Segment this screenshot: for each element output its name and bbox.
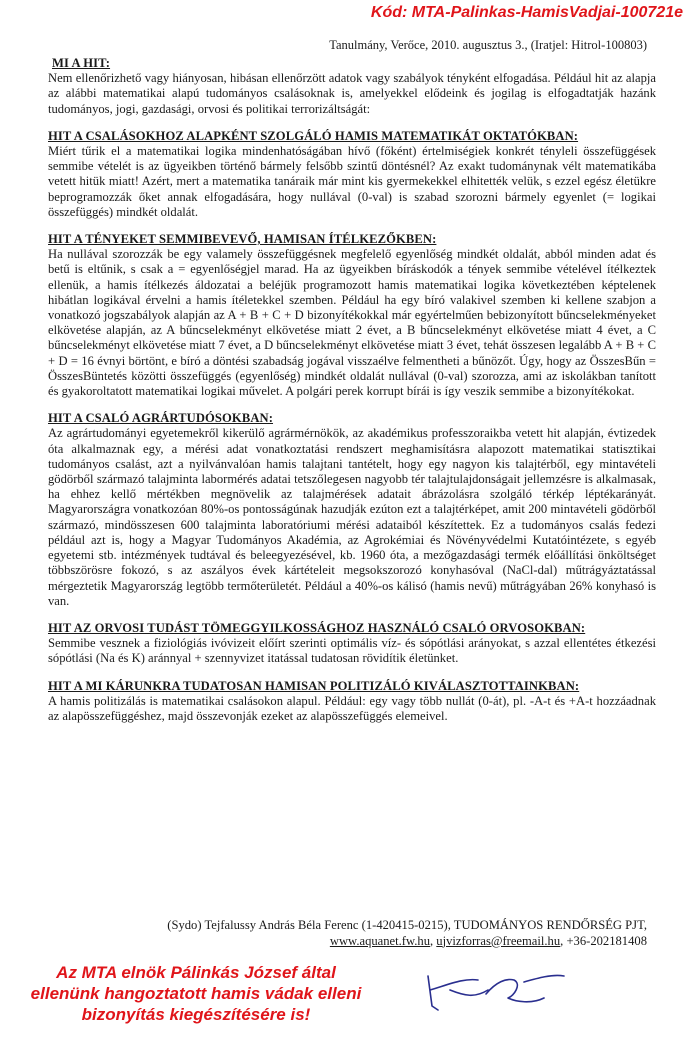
section-text: Nem ellenőrizhető vagy hiányosan, hibásan ellenőrzött adatok vagy szabályok tényként elfogadása. Például hit az alapja az alábbi matematikai alapú tudományos csalásoknak is, amelyekkel elődeink és jogilag is elfogadtatják hazánk tudományos, jogi, gazdasági, orvosi és politikai terrorizáltságát: bbox=[48, 71, 656, 116]
section-politicians bbox=[48, 679, 656, 725]
footer-note: Az MTA elnök Pálinkás József által ellenünk hangoztatott hamis vádak elleni bizonyítás kiegészítésére is! bbox=[30, 963, 362, 1024]
section-heading: HIT AZ ORVOSI TUDÁST TÖMEGGYILKOSSÁGHOZ HASZNÁLÓ CSALÓ ORVOSOKBAN: bbox=[48, 620, 586, 635]
section-false-math bbox=[48, 129, 656, 220]
author-line: (Sydo) Tejfalussy András Béla Ferenc (1-420415-0215), TUDOMÁNYOS RENDŐRSÉG PJT, bbox=[167, 918, 647, 932]
section-heading: HIT A CSALÓ AGRÁRTUDÓSOKBAN: bbox=[48, 411, 274, 426]
section-heading: MI A HIT: bbox=[52, 56, 111, 70]
phone-number: , +36-202181408 bbox=[560, 933, 647, 948]
document-body bbox=[48, 56, 656, 736]
section-heading: HIT A CSALÁSOKHOZ ALAPKÉNT SZOLGÁLÓ HAMIS MATEMATIKÁT OKTATÓKBAN: bbox=[48, 128, 579, 143]
section-heading: HIT A MI KÁRUNKRA TUDATOSAN HAMISAN POLITIZÁLÓ KIVÁLASZTOTTAINKBAN: bbox=[48, 678, 580, 693]
document-meta-line: Tanulmány, Verőce, 2010. augusztus 3., (Iratjel: Hitrol-100803) bbox=[329, 38, 647, 52]
section-heading: HIT A TÉNYEKET SEMMIBEVEVŐ, HAMISAN ÍTÉLKEZŐKBEN: bbox=[48, 232, 437, 247]
section-doctors bbox=[48, 621, 656, 667]
section-text: Az agrártudományi egyetemekről kikerülő agrármérnökök, az akadémikus professzoraikba vetett hit alapján, évtizedek óta alkalmaznak egy, a mérési adat vonatkoztatási rendszert meghamisításra alapozott matematikai statisztikai tudományos csalást, azt a nyilvánvalóan hamis talajtani tantételt, hogy egy nagyon kis talajtérből, egy mintavételi gödörből származó talajminta labormérés adatai tetszőlegesen nagyobb tér talajtulajdonságait jellemzésre is alkalmasak, ha ehhez kellő mértékben megnövelik az talajmérések adatait ábrázolásra szolgáló térkép léptékarányát. Magyarországra vonatkozóan 80%-os pontosságúnak hazudják ezúton ezt a talajtérképet, amit 200 mintavételi gödörből származó, mindösszesen 600 talajminta laboratóriumi mérési adataiból készítettek. Ez a tudományos csalás fedezi például azt is, hogy a Magyar Tudományos Akadémia, az Agrokémiai és Növényvédelmi Kutatóintézete, s egyéb egyetemi stb. intézmények tudtával és beleegyezésével, kb. 1960 óta, a mezőgazdasági termék előállítási önköltséget többszörösre fokozó, s az aszályos évek kártételeit megsokszorozó konyhasóval (NaCl-dal) műtrágyáztatással mérgeztetik Magyarország legtöbb termőterületét. Például a 40%-os kálisó (hamis nevű) műtrágyában 26% konyhasó is van. bbox=[48, 426, 656, 608]
section-false-judges bbox=[48, 232, 656, 399]
signature-block bbox=[47, 918, 647, 949]
section-agrarian-scientists bbox=[48, 411, 656, 609]
section-what-is-faith bbox=[48, 56, 656, 117]
section-text: Miért tűrik el a matematikai logika mindenhatóságában hívő (főként) értelmiségiek konkrét tényleli összefüggések semmibe vételét is az ügyeikben történő bármely felsőbb szintű döntésnél? Az exakt tudománynak vélt matematikába vetett hitük miatt! Azért, mert a matematika tanáraik már mint kis gyermekekkel elhitették velük, s ezzel egész életükre beprogramozzák őket annak elfogadására, hogy nullával (0-val) is szabad szorozni bármely egyenlet (= logikai összefüggés) mindkét oldalát. bbox=[48, 144, 656, 219]
website-link[interactable]: www.aquanet.fw.hu bbox=[329, 933, 430, 948]
handwritten-signature bbox=[420, 960, 570, 1020]
section-text: Ha nullával szorozzák be egy valamely összefüggésnek megfelelő egyenlőség mindkét oldalát, abból minden adat és betű is eltűnik, s csak a = egyenlőségjel marad. Ha az ügyeikben bíráskodók a tények semmibe vételével ítélkeztek ellenük, a hamis ítélkezés áldozatai a beléjük programozott hamis matematikai logika következtében képtelenek hibátlan logikával érvelni a hamis ítéletekkel szemben. Például ha egy bíró valakivel szemben ki kellene szabjon a vonatkozó jogszabályok alapján az A + B + C + D bizonyítékokkal már egyértelműen bebizonyított bűncselekményeket elkövetése alapján, az A bűncselekményt elkövetése miatt 2 évet, a B bűncselekményt elkövetése miatt 4 évet, a C bűncselekményt elkövetése miatt 7 évet, a D bűncselekményt elkövetése miatt 3 évet, tehát összesen legalább A + B + C + D = 16 évnyi börtönt, e bíró a döntési szabadság jogával visszaélve felmentheti a bűnözőt. Úgy, hogy az ÖsszesBűn = ÖsszesBüntetés közötti összefüggés (egyenlőség) mindkét oldalát nullával (0-val) szorozza, ami az iskolákban tanított és gyakoroltatott matematikai logikai művelet. A polgári perek korrupt bírái is így veszik semmibe a bizonyítékokat. bbox=[48, 247, 656, 399]
email-link[interactable]: ujvizforras@freemail.hu bbox=[436, 933, 561, 948]
contact-line: www.aquanet.fw.hu, ujvizforras@freemail.hu, +36-202181408 bbox=[329, 933, 647, 948]
section-text: Semmibe vesznek a fiziológiás ivóvizeit előírt szerinti optimális víz- és sópótlási arányokat, s azzal ellentétes étkezési sópótlási (Na és K) aránnyal + szennyvizet itatással tudatosan rövidítik életünket. bbox=[48, 636, 656, 666]
section-text: A hamis politizálás is matematikai csalásokon alapul. Például: egy vagy több nullát (0-át), pl. -A-t és +A-t hozzáadnak az alapösszefüggéshez, majd összevonják ezeket az alapösszefüggés elemeivel. bbox=[48, 693, 656, 723]
document-code: Kód: MTA-Palinkas-HamisVadjai-100721e bbox=[370, 4, 683, 21]
